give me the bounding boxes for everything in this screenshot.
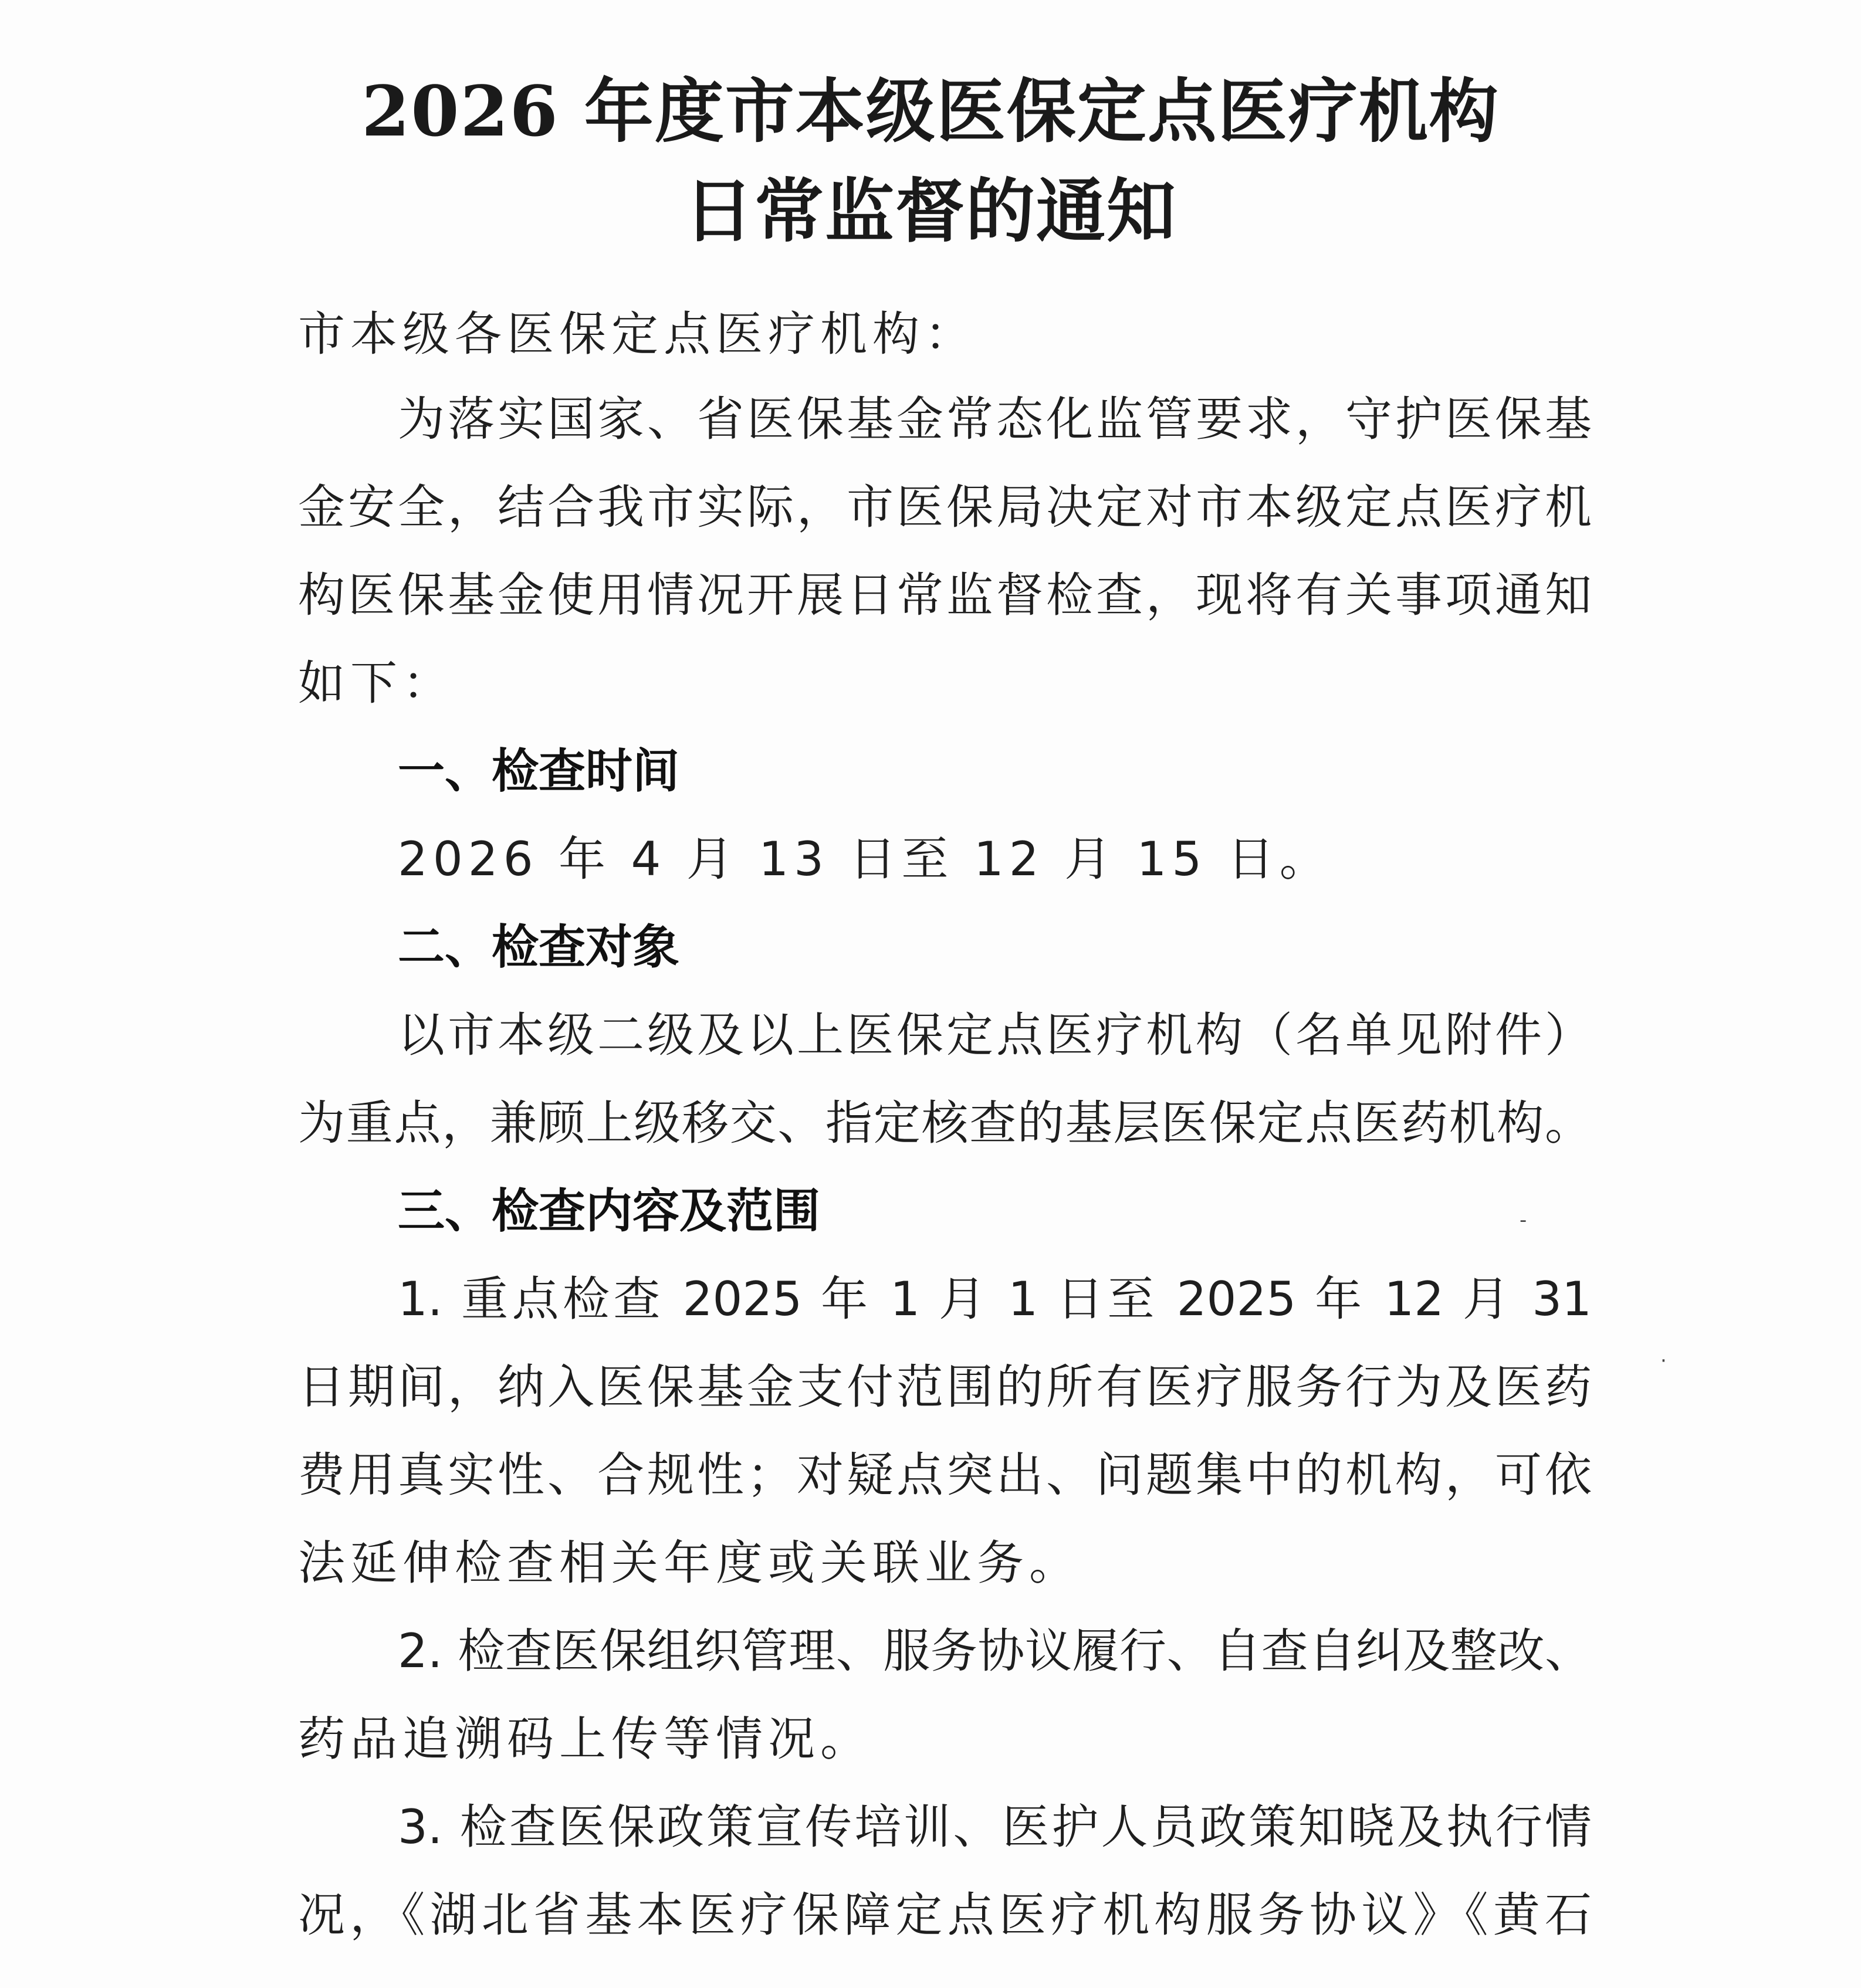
section-heading-scope: 三、检查内容及范围	[398, 1184, 820, 1238]
section-scope-line-6: 药品追溯码上传等情况。	[298, 1712, 872, 1766]
section-scope-line-8: 况，《湖北省基本医疗保障定点医疗机构服务协议》《黄石	[298, 1888, 1592, 1942]
intro-line-3: 构医保基金使用情况开展日常监督检查，现将有关事项通知	[298, 568, 1592, 622]
section-scope-line-7: 3. 检查医保政策宣传培训、医护人员政策知晓及执行情	[398, 1800, 1592, 1854]
section-scope-line-1: 1. 重点检查 2025 年 1 月 1 日至 2025 年 12 月 31	[398, 1272, 1592, 1326]
section-scope-line-5: 2. 检查医保组织管理、服务协议履行、自查自纠及整改、	[398, 1624, 1592, 1678]
salutation: 市本级各医保定点医疗机构：	[298, 307, 977, 361]
scan-speck-2: ·	[1660, 1349, 1667, 1373]
section-target-line-1: 以市本级二级及以上医保定点医疗机构（名单见附件）	[398, 1008, 1592, 1062]
section-target-line-2: 为重点，兼顾上级移交、指定核查的基层医保定点医药机构。	[298, 1096, 1592, 1150]
scan-speck: ‐	[1520, 1208, 1527, 1232]
document-title-line-2: 日常监督的通知	[684, 170, 1177, 252]
intro-line-4: 如下：	[298, 656, 455, 710]
section-scope-line-3: 费用真实性、合规性；对疑点突出、问题集中的机构，可依	[298, 1448, 1592, 1502]
document-title-line-1: 2026 年度市本级医保定点医疗机构	[361, 70, 1500, 152]
section-scope-line-4: 法延伸检查相关年度或关联业务。	[298, 1536, 1081, 1590]
section-time-line-1: 2026 年 4 月 13 日至 12 月 15 日。	[398, 832, 1332, 886]
section-scope-line-2: 日期间，纳入医保基金支付范围的所有医疗服务行为及医药	[298, 1360, 1592, 1414]
section-heading-target: 二、检查对象	[398, 920, 679, 974]
intro-line-1: 为落实国家、省医保基金常态化监管要求，守护医保基	[398, 392, 1592, 446]
intro-line-2: 金安全，结合我市实际，市医保局决定对市本级定点医疗机	[298, 480, 1592, 534]
section-heading-time: 一、检查时间	[398, 744, 679, 798]
